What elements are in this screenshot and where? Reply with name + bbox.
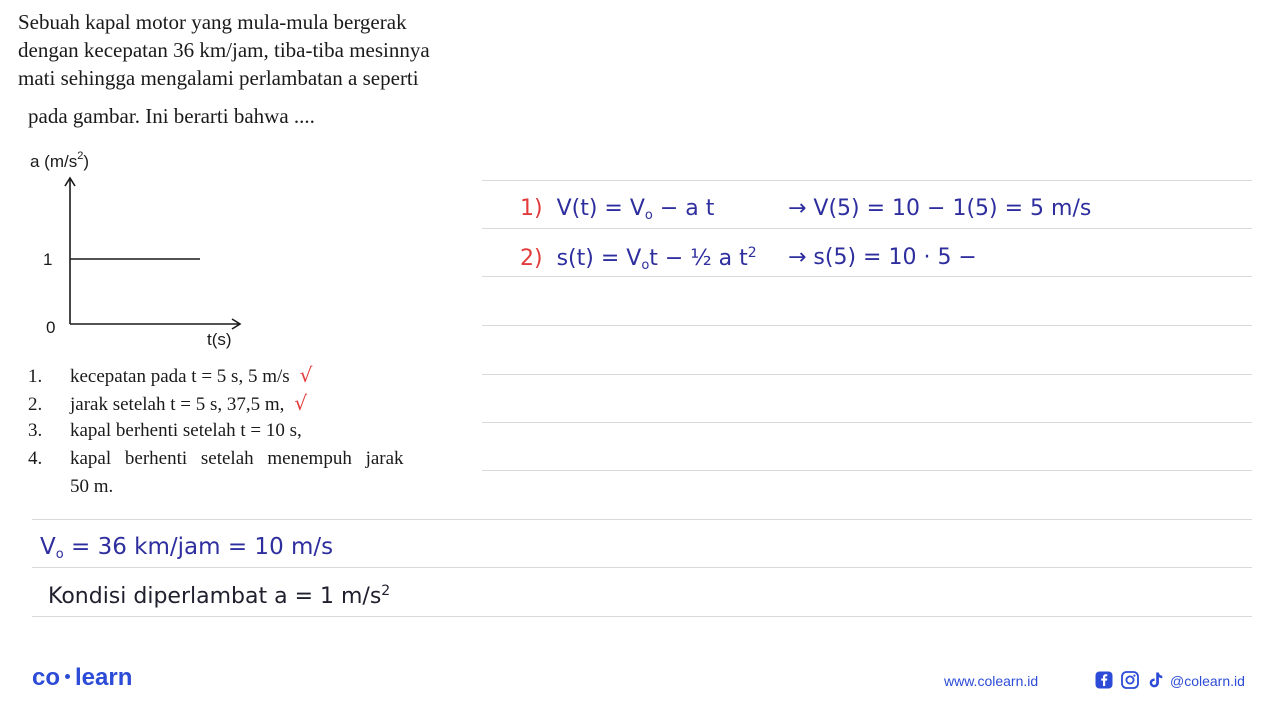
tiktok-icon[interactable]	[1147, 671, 1165, 689]
work-deceleration-condition: Kondisi diperlambat a = 1 $m/s^2$	[48, 583, 391, 609]
option-1: 1. kecepatan pada t = 5 s, 5 m/s √	[28, 363, 313, 387]
graph-y-axis-label: a $(m/s^2)$	[30, 150, 90, 171]
graph-origin-label: 0	[46, 318, 56, 337]
ruled-line	[482, 276, 1252, 277]
graph-x-axis-label: t(s)	[207, 330, 232, 349]
ruled-line	[32, 567, 1252, 568]
option-2: 2. jarak setelah t = 5 s, 37,5 m, √	[28, 391, 308, 415]
ruled-line	[482, 228, 1252, 229]
ruled-line	[32, 519, 1252, 520]
ruled-line	[482, 422, 1252, 423]
ruled-line	[482, 470, 1252, 471]
question-line-1: Sebuah kapal motor yang mula-mula bergerak	[18, 10, 407, 34]
colearn-logo[interactable]: co learn	[32, 664, 133, 691]
work-step-2: 2) $s(t) = V_ot$ − ½ a $t^2$	[520, 245, 757, 273]
option-4-continued: 50 m.	[70, 476, 114, 497]
work-step-2-result: → s(5) = 10 · 5 −	[788, 245, 977, 270]
question-line-3: mati sehingga mengalami perlambatan a seperti	[18, 66, 419, 90]
ruled-line	[482, 180, 1252, 181]
work-initial-velocity: $V_o = 36$ km/jam = 10 m/s	[40, 534, 334, 562]
question-line-4: pada gambar. Ini berarti bahwa ....	[28, 104, 315, 128]
instagram-icon[interactable]	[1121, 671, 1139, 689]
question-line-2: dengan kecepatan 36 km/jam, tiba-tiba mesinnya	[18, 38, 430, 62]
work-step-1: 1) $V(t) = V_o - a$ t	[520, 196, 715, 223]
ruled-line	[482, 325, 1252, 326]
check-mark-icon: √	[294, 391, 308, 415]
website-link[interactable]: www.colearn.id	[944, 673, 1039, 689]
work-step-1-result: → V(5) = 10 − 1(5) = 5 m/s	[788, 196, 1092, 221]
graph-y-tick-1: 1	[43, 250, 53, 269]
facebook-icon[interactable]	[1095, 671, 1113, 689]
check-mark-icon: √	[299, 363, 313, 387]
logo-dot-icon	[65, 674, 70, 679]
ruled-line	[482, 374, 1252, 375]
option-3: 3. kapal berhenti setelah t = 10 s,	[28, 420, 302, 441]
social-handle[interactable]: @colearn.id	[1170, 673, 1245, 689]
acceleration-graph	[40, 170, 260, 340]
ruled-line	[32, 616, 1252, 617]
option-4: 4. kapal berhenti setelah menempuh jarak	[28, 448, 404, 469]
